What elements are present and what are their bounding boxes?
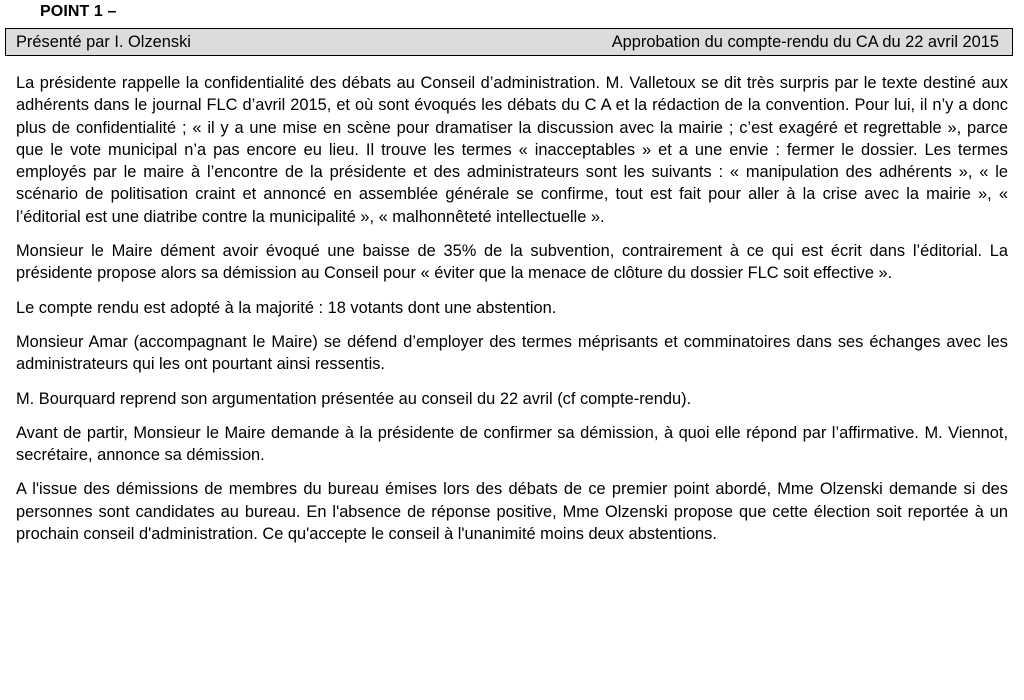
presenter-label: Présenté par I. Olzenski	[16, 32, 191, 51]
paragraph-amar: Monsieur Amar (accompagnant le Maire) se défend d’employer des termes méprisants et comminatoires dans ses échanges avec les administrateurs qui les ont pourtant ainsi ressentis.	[16, 332, 1008, 374]
paragraph-vote-result: Le compte rendu est adopté à la majorité : 18 votants dont une abstention.	[16, 298, 557, 317]
agenda-item-subject: Approbation du compte-rendu du CA du 22 avril 2015	[611, 32, 999, 51]
paragraph-confidentiality: La présidente rappelle la confidentialité des débats au Conseil d’administration. M. Valletoux se dit très surpris par le texte destiné aux adhérents dans le journal FLC d’avril 2015, et où sont évoqués les débats du C A et la rédaction de la convention. Pour lui, il n’y a donc plus de confidentialité ; « il y a une mise en scène pour dramatiser la discussion avec la mairie ; c’est exagéré et regrettable », parce que le vote municipal n’a pas encore eu lieu. Il trouve les termes « inacceptables » et a une envie : fermer le dossier. Les termes employés par le maire à l’encontre de la présidente et des administrateurs sont les suivants : « manipulation des adhérents », « le scénario de politisation craint et annoncé en assemblée générale se confirme, tout est fait pour aller à la crise avec la mairie », « l’éditorial est une diatribe contre la municipalité », « malhonnêteté intellectuelle ».	[16, 74, 1008, 226]
point-title: POINT 1 –	[40, 3, 117, 20]
paragraph-resignation: Avant de partir, Monsieur le Maire demande à la présidente de confirmer sa démission, à quoi elle répond par l’affirmative. M. Viennot, secrétaire, annonce sa démission.	[16, 423, 1008, 465]
minutes-body	[16, 72, 1008, 545]
paragraph-bureau-election: A l'issue des démissions de membres du bureau émises lors des débats de ce premier point abordé, Mme Olzenski demande si des personnes sont candidates au bureau. En l'absence de réponse positive, Mme Olzenski propose que cette élection soit reportée à un prochain conseil d'administration. Ce qu'accepte le conseil à l'unanimité moins deux abstentions.	[16, 480, 1008, 544]
paragraph-bourquard: M. Bourquard reprend son argumentation présentée au conseil du 22 avril (cf compte-rendu).	[16, 389, 692, 408]
agenda-item-header	[5, 28, 1013, 56]
paragraph-subsidy: Monsieur le Maire dément avoir évoqué une baisse de 35% de la subvention, contrairement à ce qui est écrit dans l’éditorial. La présidente propose alors sa démission au Conseil pour « éviter que la menace de clôture du dossier FLC soit effective ».	[16, 242, 1008, 283]
